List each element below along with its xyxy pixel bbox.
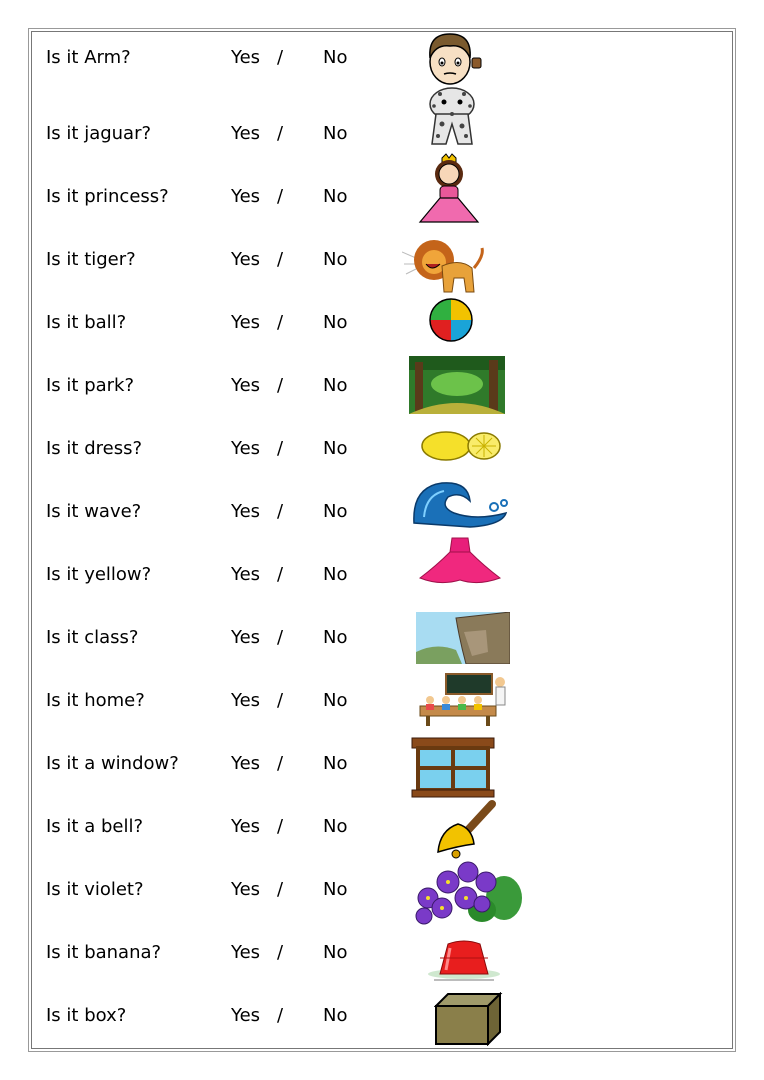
question-row bbox=[0, 1001, 764, 1031]
no-option[interactable]: No bbox=[323, 690, 348, 711]
yes-option[interactable]: Yes bbox=[231, 627, 261, 648]
violet-flowers-icon bbox=[408, 858, 524, 926]
option-separator: / bbox=[277, 312, 284, 333]
question-row bbox=[0, 119, 764, 149]
question-text: Is it tiger? bbox=[46, 249, 136, 270]
yes-option[interactable]: Yes bbox=[231, 942, 261, 963]
box-icon bbox=[434, 992, 504, 1046]
yes-option[interactable]: Yes bbox=[231, 1005, 261, 1026]
no-option[interactable]: No bbox=[323, 942, 348, 963]
question-row bbox=[0, 182, 764, 212]
option-separator: / bbox=[277, 186, 284, 207]
option-separator: / bbox=[277, 375, 284, 396]
jelly-icon bbox=[426, 938, 502, 982]
option-separator: / bbox=[277, 627, 284, 648]
option-separator: / bbox=[277, 879, 284, 900]
option-separator: / bbox=[277, 123, 284, 144]
no-option[interactable]: No bbox=[323, 438, 348, 459]
forest-icon bbox=[409, 356, 505, 414]
option-separator: / bbox=[277, 942, 284, 963]
yes-option[interactable]: Yes bbox=[231, 816, 261, 837]
question-text: Is it Arm? bbox=[46, 47, 131, 68]
yes-option[interactable]: Yes bbox=[231, 186, 261, 207]
option-separator: / bbox=[277, 438, 284, 459]
yes-option[interactable]: Yes bbox=[231, 438, 261, 459]
yes-option[interactable]: Yes bbox=[231, 249, 261, 270]
yes-option[interactable]: Yes bbox=[231, 375, 261, 396]
no-option[interactable]: No bbox=[323, 47, 348, 68]
lemon-icon bbox=[420, 428, 504, 464]
classroom-icon bbox=[416, 672, 512, 728]
yes-option[interactable]: Yes bbox=[231, 690, 261, 711]
yes-option[interactable]: Yes bbox=[231, 312, 261, 333]
option-separator: / bbox=[277, 47, 284, 68]
no-option[interactable]: No bbox=[323, 249, 348, 270]
no-option[interactable]: No bbox=[323, 1005, 348, 1026]
yes-option[interactable]: Yes bbox=[231, 123, 261, 144]
question-text: Is it violet? bbox=[46, 879, 144, 900]
question-row bbox=[0, 43, 764, 73]
yes-option[interactable]: Yes bbox=[231, 501, 261, 522]
question-text: Is it park? bbox=[46, 375, 135, 396]
question-text: Is it class? bbox=[46, 627, 139, 648]
no-option[interactable]: No bbox=[323, 816, 348, 837]
question-row bbox=[0, 308, 764, 338]
no-option[interactable]: No bbox=[323, 312, 348, 333]
wave-icon bbox=[410, 477, 510, 529]
option-separator: / bbox=[277, 1005, 284, 1026]
cliff-icon bbox=[416, 612, 510, 664]
question-text: Is it wave? bbox=[46, 501, 142, 522]
question-row bbox=[0, 434, 764, 464]
pink-dress-icon bbox=[418, 536, 502, 586]
option-separator: / bbox=[277, 753, 284, 774]
question-text: Is it home? bbox=[46, 690, 145, 711]
lion-roaring-icon bbox=[402, 234, 490, 296]
question-row bbox=[0, 623, 764, 653]
no-option[interactable]: No bbox=[323, 123, 348, 144]
no-option[interactable]: No bbox=[323, 627, 348, 648]
question-row bbox=[0, 812, 764, 842]
no-option[interactable]: No bbox=[323, 564, 348, 585]
boy-thinking-icon bbox=[418, 28, 490, 86]
question-row bbox=[0, 245, 764, 275]
option-separator: / bbox=[277, 249, 284, 270]
no-option[interactable]: No bbox=[323, 879, 348, 900]
princess-icon bbox=[414, 152, 484, 224]
option-separator: / bbox=[277, 501, 284, 522]
option-separator: / bbox=[277, 816, 284, 837]
bell-icon bbox=[428, 800, 498, 862]
window-icon bbox=[410, 736, 496, 798]
yes-option[interactable]: Yes bbox=[231, 564, 261, 585]
question-text: Is it banana? bbox=[46, 942, 162, 963]
snow-leopard-icon bbox=[412, 84, 492, 150]
question-row bbox=[0, 686, 764, 716]
option-separator: / bbox=[277, 564, 284, 585]
question-text: Is it a bell? bbox=[46, 816, 143, 837]
no-option[interactable]: No bbox=[323, 375, 348, 396]
no-option[interactable]: No bbox=[323, 753, 348, 774]
question-row bbox=[0, 497, 764, 527]
question-row bbox=[0, 938, 764, 968]
question-text: Is it ball? bbox=[46, 312, 127, 333]
question-row bbox=[0, 875, 764, 905]
question-text: Is it dress? bbox=[46, 438, 143, 459]
question-text: Is it princess? bbox=[46, 186, 169, 207]
question-row bbox=[0, 749, 764, 779]
question-text: Is it jaguar? bbox=[46, 123, 152, 144]
question-text: Is it yellow? bbox=[46, 564, 152, 585]
question-text: Is it a window? bbox=[46, 753, 179, 774]
yes-option[interactable]: Yes bbox=[231, 753, 261, 774]
yes-option[interactable]: Yes bbox=[231, 47, 261, 68]
yes-option[interactable]: Yes bbox=[231, 879, 261, 900]
no-option[interactable]: No bbox=[323, 501, 348, 522]
question-text: Is it box? bbox=[46, 1005, 127, 1026]
beach-ball-icon bbox=[428, 297, 474, 343]
no-option[interactable]: No bbox=[323, 186, 348, 207]
question-row bbox=[0, 371, 764, 401]
question-row bbox=[0, 560, 764, 590]
option-separator: / bbox=[277, 690, 284, 711]
